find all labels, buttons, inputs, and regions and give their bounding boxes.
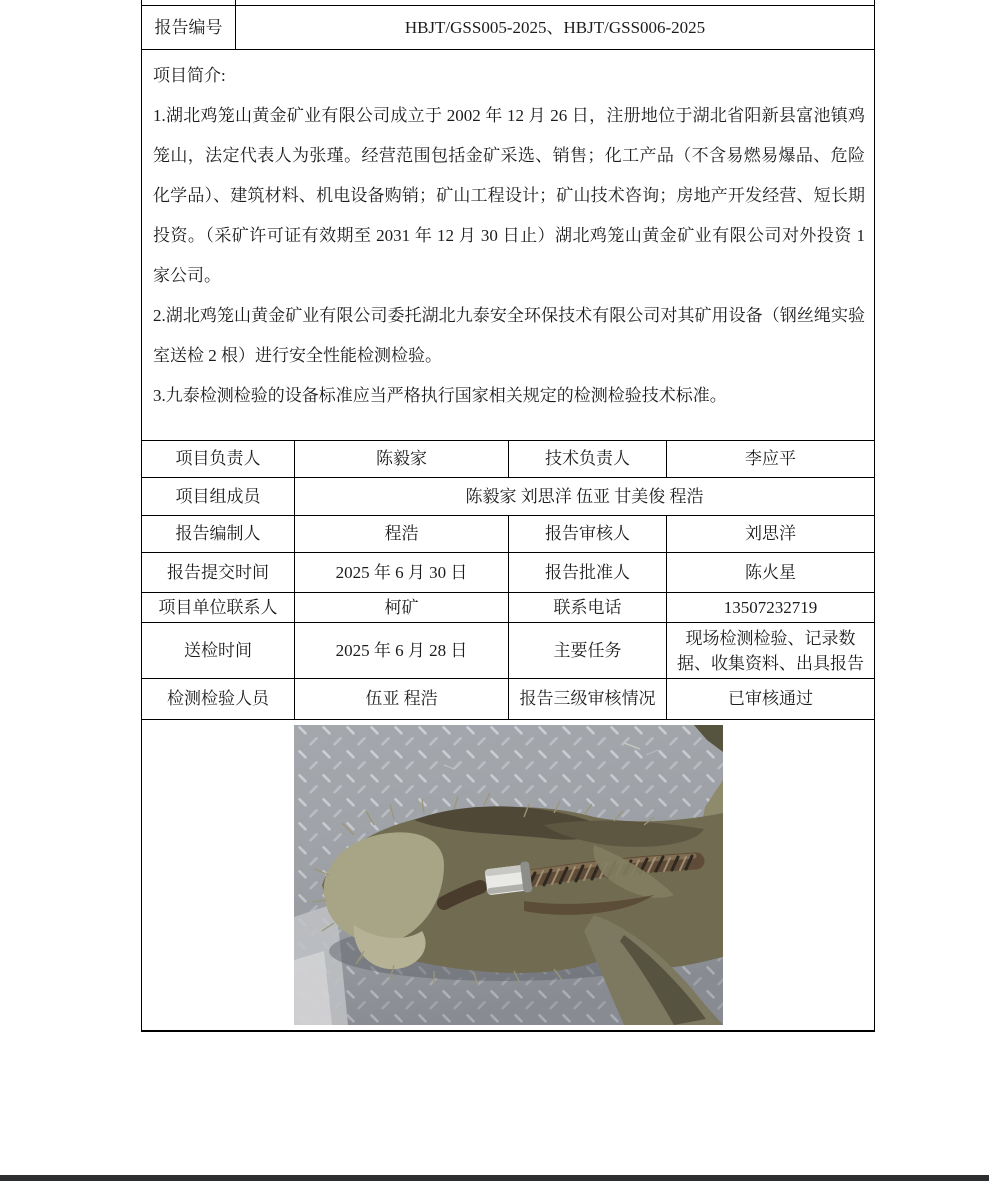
project-intro-cell	[142, 50, 874, 440]
info-label: 项目负责人	[175, 449, 261, 468]
info-label: 检测检验人员	[167, 689, 269, 708]
info-label: 项目单位联系人	[158, 597, 278, 617]
specimen-photo	[294, 725, 723, 1025]
info-row-client-contact	[142, 592, 874, 622]
info-value: 程浩	[294, 516, 508, 552]
info-value: 现场检测检验、记录数据、收集资料、出具报告	[666, 623, 874, 678]
clipped-top-row	[142, 0, 874, 5]
intro-paragraph-1: 1.湖北鸡笼山黄金矿业有限公司成立于 2002 年 12 月 26 日，注册地位于湖北省阳新县富池镇鸡笼山，法定代表人为张瑾。经营范围包括金矿采选、销售；化工产品（不含易燃易爆品、危险化学品）、建筑材料、机电设备购销；矿山工程设计；矿山技术咨询；房地产开发经营、短长期投资。（采矿许可证有效期至 2031 年 12 月 30 日止）湖北鸡笼山黄金矿业有限公司对外投资 1 家公司。	[153, 106, 865, 285]
info-value: 刘思洋	[666, 516, 874, 552]
info-value: 李应平	[666, 441, 874, 477]
info-value: 柯矿	[294, 593, 508, 622]
info-label: 报告批准人	[508, 553, 666, 592]
clipped-top-row-label-cell	[142, 0, 235, 5]
info-label: 报告提交时间	[167, 562, 269, 582]
info-row-inspection-time	[142, 622, 874, 678]
info-label: 送检时间	[184, 640, 252, 660]
info-value: 2025 年 6 月 30 日	[294, 553, 508, 592]
project-intro-row	[142, 49, 874, 440]
info-value: 2025 年 6 月 28 日	[294, 623, 508, 678]
report-number-label: 报告编号	[154, 17, 223, 37]
project-intro-title: 项目简介:	[153, 66, 226, 85]
info-row-team-members	[142, 477, 874, 515]
intro-paragraph-2: 2.湖北鸡笼山黄金矿业有限公司委托湖北九泰安全环保技术有限公司对其矿用设备（钢丝绳实验室送检 2 根）进行安全性能检测检验。	[153, 306, 865, 365]
info-label: 报告编制人	[175, 524, 261, 543]
info-row-submit-time	[142, 552, 874, 592]
photo-row	[142, 719, 874, 1030]
info-label: 项目组成员	[175, 486, 261, 506]
info-value: 13507232719	[666, 593, 874, 622]
info-value: 陈火星	[666, 553, 874, 592]
info-row-inspectors	[142, 678, 874, 719]
info-label: 报告审核人	[508, 516, 666, 552]
info-row-report-author	[142, 515, 874, 552]
info-value: 已审核通过	[666, 679, 874, 719]
info-row-project-leader	[142, 440, 874, 477]
window-bottom-bar	[0, 1175, 989, 1181]
clipped-top-row-value-cell	[235, 0, 874, 5]
intro-paragraph-3: 3.九泰检测检验的设备标准应当严格执行国家相关规定的检测检验技术标准。	[153, 386, 727, 405]
info-label: 报告三级审核情况	[508, 679, 666, 719]
info-value: 陈毅家 刘思洋 伍亚 甘美俊 程浩	[294, 478, 874, 515]
info-label: 联系电话	[508, 593, 666, 622]
info-label: 技术负责人	[508, 441, 666, 477]
report-number-row	[142, 5, 874, 49]
report-info-table	[141, 0, 875, 1032]
info-value: 陈毅家	[294, 441, 508, 477]
report-number-value: HBJT/GSS005-2025、HBJT/GSS006-2025	[235, 6, 874, 49]
info-value: 伍亚 程浩	[294, 679, 508, 719]
info-label: 主要任务	[508, 623, 666, 678]
